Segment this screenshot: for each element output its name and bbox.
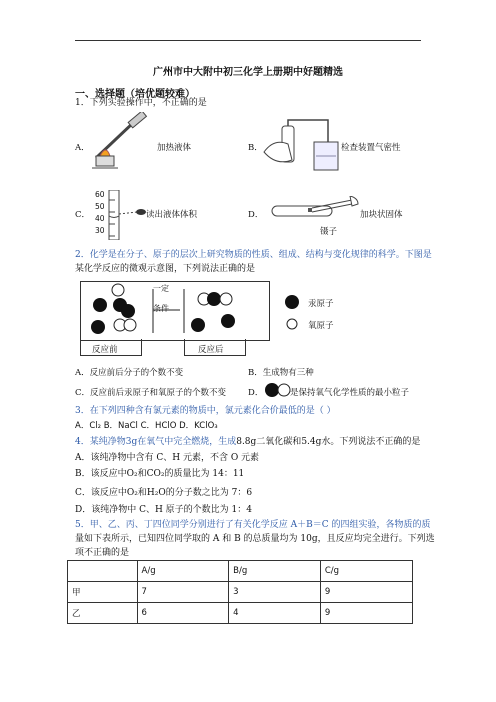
table-header-cell: B/g (229, 561, 321, 582)
after-label: 反应后 (198, 345, 224, 355)
q4-option-c-o2: O₂ (126, 488, 138, 498)
table-header-row (68, 561, 413, 582)
table-header-cell: C/g (320, 561, 412, 582)
q2-option-b (248, 366, 314, 378)
table-cell: 9 (320, 603, 412, 624)
table-cell: 甲 (68, 582, 138, 603)
legend-mercury: 汞原子 (308, 299, 334, 309)
o2-molecule-icon (262, 382, 292, 398)
airtightness-check-illustration (262, 112, 342, 172)
q2-option-c-letter: C． (75, 388, 91, 398)
table-cell: 4 (229, 603, 321, 624)
q4-option-c-a: C．该反应中 (75, 488, 127, 498)
q2-option-a-text: 反应前后分子的个数不变 (89, 368, 184, 378)
table-cell: 6 (137, 603, 229, 624)
condition-bottom: 条件 (153, 304, 169, 313)
question-1-stem: 1．下列实验操作中，不正确的是 (75, 98, 207, 108)
mass-table (67, 560, 413, 624)
reaction-particles (80, 281, 270, 341)
q1-option-c-text: 读出液体体积 (146, 210, 198, 220)
q4-option-b-and: 和 (137, 469, 147, 479)
question-4-stem (75, 435, 420, 449)
table-row (68, 582, 413, 603)
table-cell: 9 (320, 582, 412, 603)
header-rule (75, 40, 421, 41)
cylinder-tick-30: 30 (95, 226, 105, 235)
question-4-stem-b: 二氧化碳和 (256, 437, 302, 447)
question-4-stem-c: 水。下列说法不正确的是 (321, 437, 421, 447)
heating-liquid-illustration (88, 112, 150, 170)
table-header-cell (68, 561, 138, 582)
question-3-options: A．Cl₂ B．NaCl C．HClO D．KClO₃ (75, 421, 218, 431)
q1-option-b-text: 检查装置气密性 (341, 143, 401, 153)
table-row (68, 603, 413, 624)
q4-option-c (75, 486, 252, 500)
q4-mass-h2o: 5.4g (301, 437, 322, 447)
question-5-stem-line1-text: 5．甲、乙、丙、丁四位同学分别进行了有关化学反应 A＋B＝C 的四组实验，各物质的质 (75, 520, 431, 530)
question-3-stem-text: 3．在下列四种含有氯元素的物质中，氯元素化合价最低的是（ ） (75, 406, 336, 416)
tweezers-label: 镊子 (320, 227, 338, 237)
question-5-stem-line2: 量如下表所示，已知四位同学取的 A 和 B 的总质量均为 10g，且反应均完全进行。下列选 (75, 534, 435, 544)
q1-option-a-letter: A． (75, 143, 90, 153)
q4-option-c-h2o: H₂O (146, 488, 166, 498)
section-heading: 一、选择题（培优题较难） (75, 89, 195, 100)
question-3-stem (75, 404, 336, 418)
question-2-stem-line2: 某化学反应的微观示意图，下列说法正确的是 (75, 264, 256, 274)
cylinder-tick-50: 50 (95, 202, 105, 211)
q2-option-c (75, 386, 226, 398)
table-cell: 乙 (68, 603, 138, 624)
table-cell: 7 (137, 582, 229, 603)
q4-option-b (75, 467, 244, 481)
table-cell: 3 (229, 582, 321, 603)
q1-option-d-letter: D． (248, 210, 264, 220)
q1-option-b-letter: B． (248, 143, 263, 153)
question-5-stem-line3: 项不正确的是 (75, 548, 130, 558)
q2-option-d-letter: D． (248, 388, 264, 398)
q4-option-b-o2: O₂ (126, 469, 138, 479)
before-label: 反应前 (92, 345, 118, 355)
page-title: 广州市中大附中初三化学上册期中好题精选 (153, 67, 343, 78)
q2-option-b-text: 生成物有三种 (262, 368, 314, 378)
q1-option-d-text: 加块状固体 (360, 210, 403, 220)
q2-option-a-letter: A． (75, 368, 90, 378)
q4-option-b-b: 的质量比为 14：11 (164, 469, 245, 479)
q4-option-c-and: 和 (137, 488, 147, 498)
q2-option-d-text: 是保持氧气化学性质的最小粒子 (290, 388, 410, 398)
cylinder-tick-40: 40 (95, 214, 105, 223)
condition-top: 一定 (153, 284, 169, 293)
q4-option-d: D．该纯净物中 C、H 原子的个数比为 1：4 (75, 505, 252, 515)
q4-mass-co2: 8.8g (236, 437, 257, 447)
legend-oxygen: 氧原子 (308, 321, 334, 331)
q2-option-c-text: 反应前后汞原子和氧原子的个数不变 (90, 388, 227, 398)
table-header-cell: A/g (137, 561, 229, 582)
question-4-stem-a: 4．某纯净物3g在氧气中完全燃烧，生成 (75, 437, 237, 447)
question-5-stem-line1 (75, 518, 430, 532)
question-2-stem-line1 (75, 248, 432, 262)
q1-option-c-letter: C． (75, 210, 91, 220)
q2-option-b-letter: B． (248, 368, 263, 378)
q2-option-a (75, 366, 183, 378)
q1-option-a-text: 加热液体 (157, 143, 192, 153)
question-2-stem-line1-text: 2．化学是在分子、原子的层次上研究物质的性质、组成、结构与变化规律的科学。下图是 (75, 250, 432, 260)
add-solid-illustration (262, 196, 362, 224)
cylinder-tick-60: 60 (95, 190, 105, 199)
q4-option-b-a: B．该反应中 (75, 469, 127, 479)
q4-option-c-b: 的分子数之比为 7：6 (165, 488, 253, 498)
legend-symbols (278, 294, 308, 334)
q4-option-b-co2: CO₂ (146, 469, 165, 479)
q4-option-a: A．该纯净物中含有 C、H 元素，不含 O 元素 (75, 453, 260, 463)
